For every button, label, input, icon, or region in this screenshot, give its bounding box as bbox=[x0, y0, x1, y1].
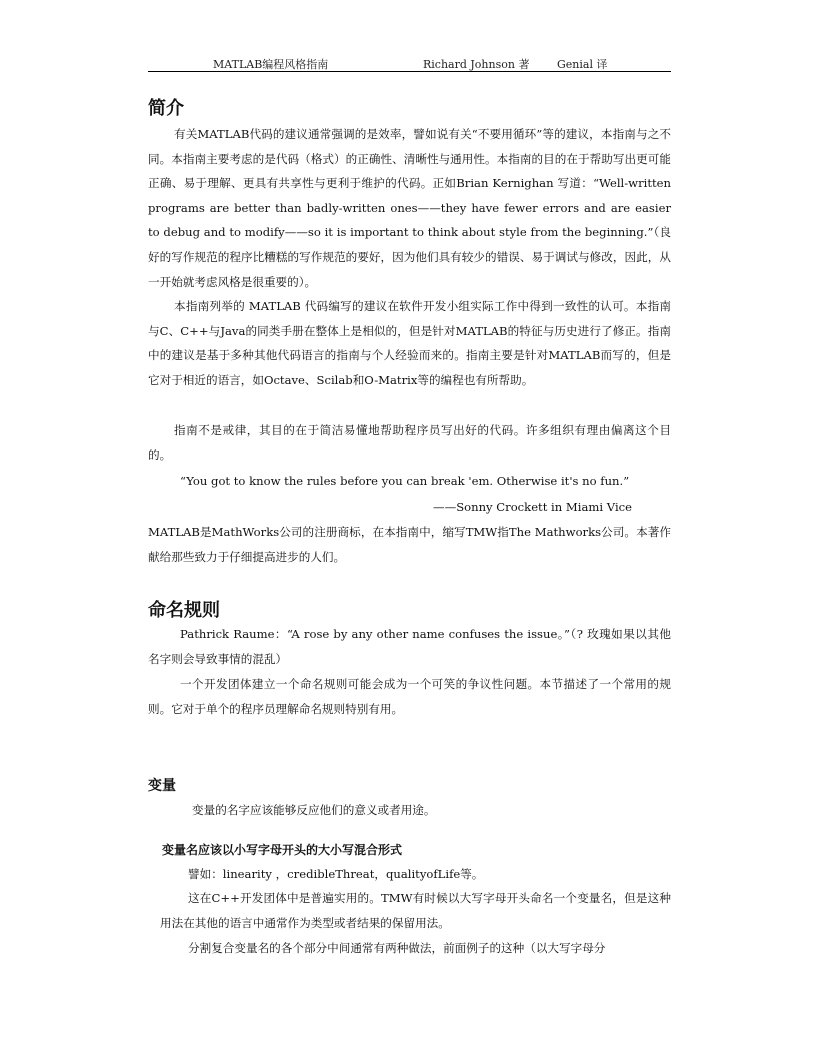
header-translator: Genial 译 bbox=[557, 58, 608, 71]
section-title-naming: 命名规则 bbox=[148, 600, 220, 621]
intro-paragraph-3: 指南不是戒律，其目的在于简洁易懂地帮助程序员写出好的代码。许多组织有理由偏离这个目的。 bbox=[148, 423, 671, 462]
header-book-title: MATLAB编程风格指南 bbox=[213, 58, 329, 71]
header-rule bbox=[148, 71, 671, 72]
section-title-variables: 变量 bbox=[148, 778, 176, 794]
intro-paragraph-2: 本指南列举的 MATLAB 代码编写的建议在软件开发小组实际工作中得到一致性的认可。本指南与C、C++与Java的同类手册在整体上是相似的，但是针对MATLAB的特征与历史进行了修正。指南中的建议是基于多种其他代码语言的指南与个人经验而来的。指南主要是针对MATLAB而写的，但是它对于相近的语言，如Octave、Scilab和O-Matrix等的编程也有所帮助。 bbox=[148, 299, 671, 387]
section-title-intro: 简介 bbox=[148, 98, 184, 119]
rule-example: 譬如：linearity ，credibleThreat，qualityofLife等。 bbox=[188, 867, 484, 881]
naming-paragraph-1: Pathrick Raume：“A rose by any other name confuses the issue。”（? 玫瑰如果以其他名字则会导致事情的混乱） bbox=[148, 627, 671, 666]
rule-paragraph-3: 分割复合变量名的各个部分中间通常有两种做法，前面例子的这种（以大写字母分 bbox=[188, 941, 606, 955]
page-header bbox=[0, 56, 816, 70]
rule-title-variable-case: 变量名应该以小写字母开头的大小写混合形式 bbox=[162, 843, 403, 857]
header-author: Richard Johnson 著 bbox=[423, 58, 530, 71]
intro-quote-attribution: ——Sonny Crockett in Miami Vice bbox=[433, 500, 633, 514]
variables-paragraph-1: 变量的名字应该能够反应他们的意义或者用途。 bbox=[192, 803, 436, 817]
intro-paragraph-1: 有关MATLAB代码的建议通常强调的是效率，譬如说有关“不要用循环”等的建议，本指南与之不同。本指南主要考虑的是代码（格式）的正确性、清晰性与通用性。本指南的目的在于帮助写出更可能正确、易于理解、更具有共享性与更利于维护的代码。正如Brian Kernighan 写道：“Well-written programs are better than badly-written ones——they have fewer errors and are easier to debug and to modify——so it is important to think about style from the beginning.”（良好的写作规范的程序比糟糕的写作规范的要好，因为他们具有较少的错误、易于调试与修改，因此，从一开始就考虑风格是很重要的）。 bbox=[148, 127, 671, 289]
intro-paragraph-4: MATLAB是MathWorks公司的注册商标，在本指南中，缩写TMW指The Mathworks公司。本著作献给那些致力于仔细提高进步的人们。 bbox=[148, 525, 671, 564]
rule-paragraph-2: 这在C++开发团体中是普遍实用的。TMW有时候以大写字母开头命名一个变量名，但是这种用法在其他的语言中通常作为类型或者结果的保留用法。 bbox=[160, 891, 671, 930]
intro-quote: “You got to know the rules before you can break 'em. Otherwise it's no fun.” bbox=[180, 474, 630, 488]
naming-paragraph-2: 一个开发团体建立一个命名规则可能会成为一个可笑的争议性问题。本节描述了一个常用的规则。它对于单个的程序员理解命名规则特别有用。 bbox=[148, 677, 671, 716]
